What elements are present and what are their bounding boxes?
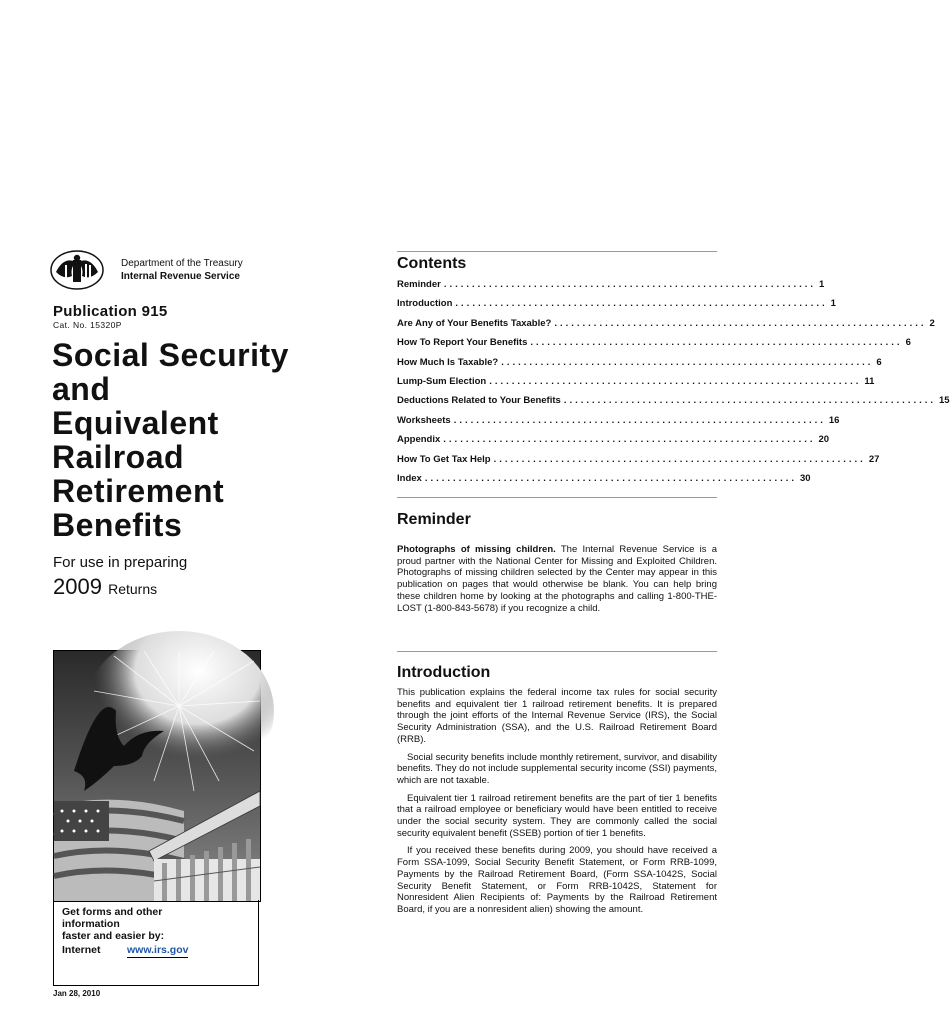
year-number: 2009 (53, 574, 102, 599)
toc-entry[interactable]: Deductions Related to Your Benefits .................................................................. 15 (397, 395, 950, 407)
reminder-heading: Reminder (397, 511, 471, 528)
title-line: Equivalent (52, 405, 219, 441)
info-line: information (62, 918, 120, 930)
toc-entry[interactable]: How Much Is Taxable? .................................................................. 6 (397, 356, 882, 368)
toc-page: 2 (929, 317, 935, 329)
info-line: Get forms and other (62, 906, 163, 918)
intro-paragraph: This publication explains the federal income tax rules for social security benefits and equivalent tier 1 railroad retirement benefits. It is prepared through the joint efforts of the Internal Revenue Service (IRS), the Social Security Administration (SSA), and the U.S. Railroad Retirement Board (RRB). (397, 687, 717, 745)
info-box (53, 900, 259, 986)
toc-entry[interactable]: Index .................................................................. 30 (397, 472, 811, 484)
title-line: and (52, 371, 111, 407)
introduction-heading: Introduction (397, 664, 491, 681)
department-name: Department of the Treasury (121, 258, 243, 269)
toc-page: 1 (819, 279, 825, 290)
catalog-number: Cat. No. 15320P (53, 320, 122, 330)
toc-label: Index (397, 472, 422, 484)
returns-label: Returns (108, 581, 158, 597)
introduction-body (397, 687, 717, 922)
cover-illustration (53, 650, 261, 902)
title-line: Social Security (52, 337, 289, 373)
toc-entry[interactable]: Worksheets .................................................................. 16 (397, 414, 840, 426)
page-title (52, 338, 372, 542)
toc-page: 15 (939, 395, 950, 407)
intro-paragraph: Social security benefits include monthly retirement, survivor, and disability benefits. They do not include supplemental security income (SSI) payments, which are not taxable. (397, 751, 717, 786)
toc-page: 27 (868, 453, 880, 465)
toc-label: Appendix (397, 434, 441, 446)
divider (397, 651, 717, 652)
toc-label: Deductions Related to Your Benefits (397, 395, 561, 407)
irs-eagle-logo-icon (50, 250, 104, 290)
internet-label: Internet (62, 944, 101, 956)
toc-entry[interactable]: Appendix .................................................................. 20 (397, 434, 830, 446)
title-line: Benefits (52, 507, 183, 543)
toc-entry[interactable]: Introduction .................................................................. 1 (397, 298, 836, 310)
toc-label: Are Any of Your Benefits Taxable? (397, 317, 552, 329)
toc-entry[interactable]: How To Get Tax Help .................................................................. 27 (397, 453, 880, 465)
toc-page: 6 (905, 337, 911, 349)
toc-entry[interactable]: How To Report Your Benefits .................................................................. 6 (397, 337, 911, 349)
toc-label: Lump-Sum Election (397, 375, 487, 387)
toc-page: 16 (828, 414, 840, 426)
toc-page: 11 (864, 375, 875, 387)
table-of-contents (397, 279, 950, 492)
info-line: faster and easier by: (62, 930, 165, 942)
intro-paragraph: Equivalent tier 1 railroad retirement benefits are the part of tier 1 benefits that a railroad employee or beneficiary would have been entitled to receive under the social security system. They are commonly called the social security equivalent benefit (SSEB) portion of tier 1 benefits. (397, 792, 717, 839)
toc-label: How To Report Your Benefits (397, 337, 528, 349)
toc-entry[interactable]: Are Any of Your Benefits Taxable? .................................................................. 2 (397, 317, 935, 329)
toc-label: How To Get Tax Help (397, 453, 491, 465)
publication-number: Publication 915 (53, 303, 168, 320)
title-line: Retirement (52, 473, 225, 509)
toc-entry[interactable]: Lump-Sum Election .................................................................. 11 (397, 375, 875, 387)
publication-date: Jan 28, 2010 (53, 989, 101, 998)
divider (397, 251, 717, 252)
title-line: Railroad (52, 439, 185, 475)
toc-label: Reminder (397, 279, 441, 290)
for-use-text: For use in preparing (53, 554, 188, 571)
divider (397, 497, 717, 498)
toc-page: 1 (830, 298, 836, 310)
contents-heading: Contents (397, 255, 467, 272)
tax-year (53, 574, 157, 600)
reminder-paragraph (397, 544, 717, 620)
toc-page: 20 (818, 434, 830, 446)
reminder-body: The Internal Revenue Service is a proud partner with the National Center for Missing and Exploited Children. Photographs of missing children selected by the Center may appear in this publication on pages that would otherwise be blank. You can help bring these children home by looking at the photographs and calling 1-800-THE-LOST (1-800-843-5678) if you recognize a child. (397, 544, 717, 614)
toc-label: How Much Is Taxable? (397, 356, 499, 368)
toc-entry[interactable]: Reminder .................................................................. 1 (397, 279, 825, 290)
toc-page: 30 (800, 472, 811, 484)
irs-website-link[interactable]: www.irs.gov (127, 944, 189, 956)
agency-name: Internal Revenue Service (121, 271, 240, 282)
reminder-lead: Photographs of missing children. (397, 544, 556, 555)
toc-label: Worksheets (397, 414, 451, 426)
toc-page: 6 (876, 356, 882, 368)
intro-paragraph: If you received these benefits during 2009, you should have received a Form SSA-1099, Social Security Benefit Statement, or Form RRB-1099, Payments by the Railroad Retirement Board, (Form SSA-1042S, Social Security Benefit Statement, or Form RRB-1042S, Statement for Nonresident Alien Recipients of: Payments by the Railroad Retirement Board, if you are a nonresident alien) showing the amount. (397, 845, 717, 915)
toc-label: Introduction (397, 298, 453, 310)
